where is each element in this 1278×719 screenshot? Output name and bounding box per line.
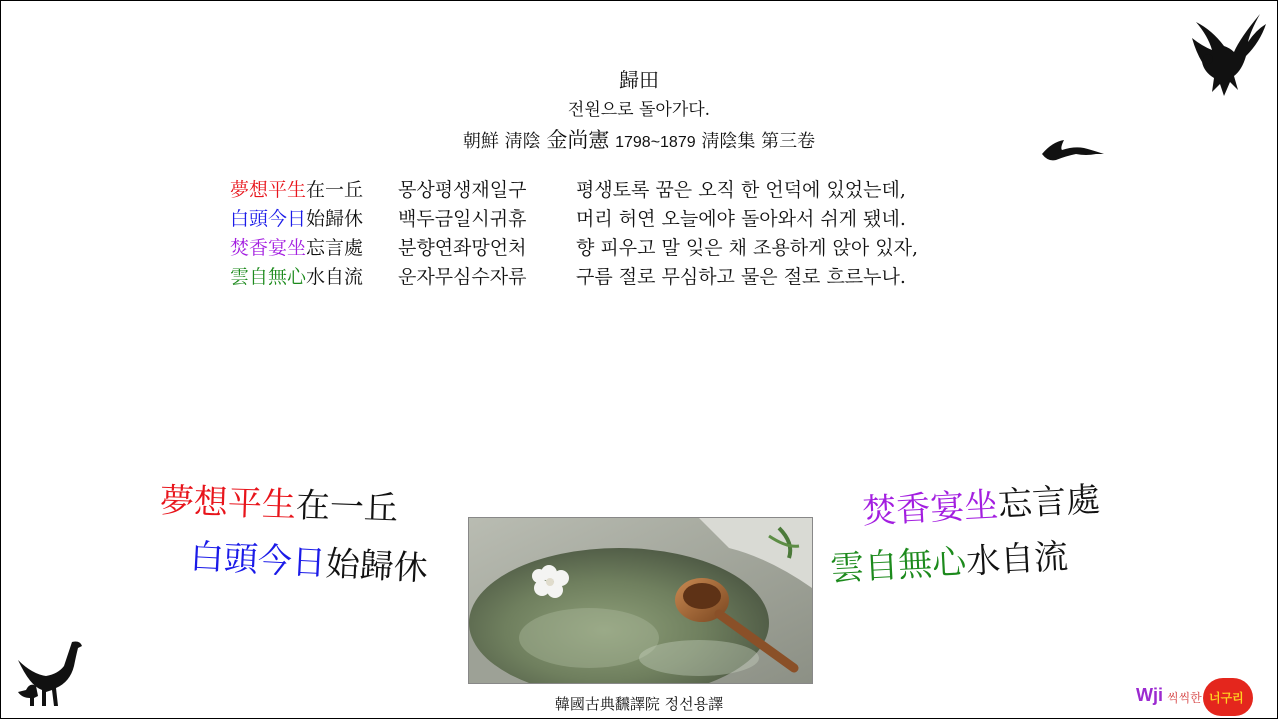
poem-subtitle: 전원으로 돌아가다. [567, 100, 711, 120]
eagle-silhouette-icon [1190, 12, 1266, 100]
poem-text [230, 176, 918, 292]
calligraphy-line-3: 焚香宴坐忘言處 [861, 479, 1102, 533]
logo-tagline: 씩씩한 [1167, 691, 1202, 705]
stone-basin-photo [468, 517, 813, 684]
poem-line [230, 176, 918, 205]
author-name: 金尚憲 [546, 128, 610, 152]
poem-line-reading: 운자무심수자류 [398, 266, 527, 288]
poem-line-colored: 焚香宴坐 [230, 237, 307, 259]
poem-line-meaning: 평생토록 꿈은 오직 한 언덕에 있었는데, [576, 179, 906, 201]
poem-line-meaning: 머리 허연 오늘에야 돌아와서 쉬게 됐네. [576, 208, 906, 230]
book-name: 淸陰集 第三卷 [701, 131, 816, 152]
calligraphy-line-2: 白頭今日始歸休 [188, 536, 429, 590]
poem-line-meaning: 구름 절로 무심하고 물은 절로 흐르누나. [576, 266, 906, 288]
flying-bird-silhouette-icon [1040, 134, 1106, 164]
poem-line [230, 263, 918, 292]
poem-line-meaning: 향 피우고 말 잊은 채 조용하게 앉아 있자, [576, 237, 918, 259]
stone-basin-illustration [469, 518, 812, 683]
logo-wordmark: Wji [1136, 685, 1163, 705]
poem-line [230, 205, 918, 234]
poem-line-colored: 雲自無心 [230, 266, 307, 288]
poem-line-rest: 水自流 [306, 266, 364, 288]
poem-line-reading: 몽상평생재일구 [398, 179, 527, 201]
calligraphy-line-1: 夢想平生在一丘 [159, 480, 399, 530]
byline-prefix: 朝鮮 淸陰 [462, 131, 541, 152]
poem-line-colored: 夢想平生 [230, 179, 307, 201]
author-years: 1798~1879 [615, 134, 696, 151]
poem-title: 歸田 [619, 68, 659, 92]
logo-badge: 너구리 [1203, 678, 1253, 716]
translation-credit: 韓國古典飜譯院 정선용譯 [554, 695, 724, 713]
poem-line-reading: 백두금일시귀휴 [398, 208, 527, 230]
poem-line-rest: 忘言處 [306, 237, 364, 259]
poem-line [230, 234, 918, 263]
calligraphy-line-4: 雲自無心水自流 [829, 536, 1070, 590]
brand-logo [1133, 678, 1275, 716]
pheasant-silhouette-icon [12, 636, 88, 708]
poem-line-rest: 在一丘 [306, 179, 364, 201]
poem-line-reading: 분향연좌망언처 [398, 237, 527, 259]
poem-line-rest: 始歸休 [306, 208, 364, 230]
poem-line-colored: 白頭今日 [230, 208, 307, 230]
